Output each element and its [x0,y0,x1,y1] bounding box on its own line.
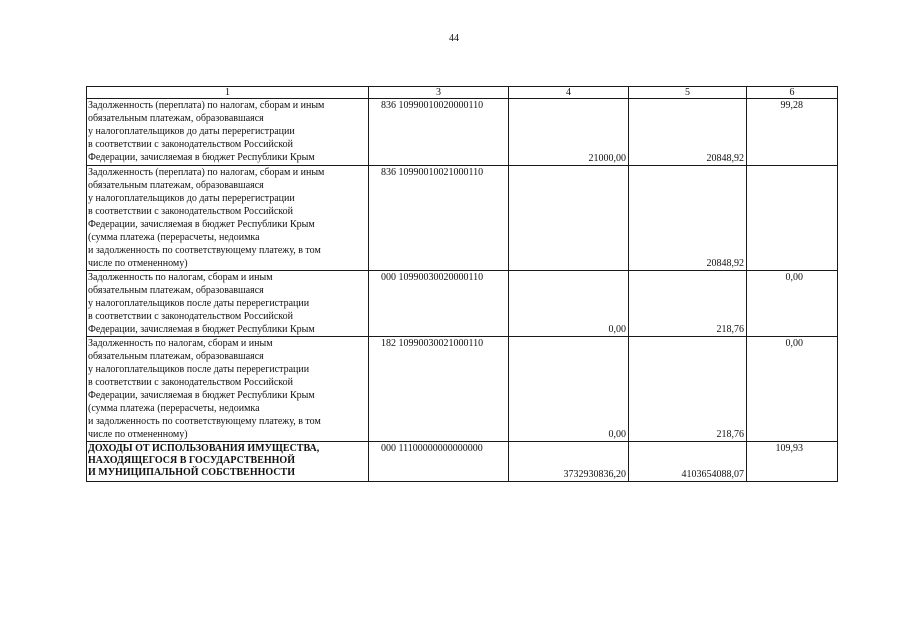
row-value-col5: 20848,92 [629,99,747,166]
row-value-col5: 218,76 [629,337,747,442]
row-name: Задолженность по налогам, сборам и иным обязательным платежам, образовавшаяся у налогоплательщиков после даты перерегистрации в соответствии с законодательством Российской Федерации, зачисляемая в бюджет Республики Крым [87,271,369,337]
table-row [87,166,838,271]
row-code: 000 11100000000000000 [369,442,509,482]
column-header: 4 [509,87,629,99]
column-header: 6 [747,87,838,99]
row-value-col5: 218,76 [629,271,747,337]
table-row [87,271,838,337]
row-value-col4: 3732930836,20 [509,442,629,482]
table-row [87,99,838,166]
row-name: Задолженность (переплата) по налогам, сборам и иным обязательным платежам, образовавшаяся у налогоплательщиков до даты перерегистрации в соответствии с законодательством Российской Федерации, зачисляемая в бюджет Республики Крым (сумма платежа (перерасчеты, недоимка и задолженность по соответствующему платежу, в том числе по отмененному) [87,166,369,271]
row-name: ДОХОДЫ ОТ ИСПОЛЬЗОВАНИЯ ИМУЩЕСТВА, НАХОДЯЩЕГОСЯ В ГОСУДАРСТВЕННОЙ И МУНИЦИПАЛЬНОЙ СОБСТВЕННОСТИ [87,442,369,482]
row-code: 836 10990010020000110 [369,99,509,166]
row-value-col4 [509,166,629,271]
page-number: 44 [449,33,459,44]
row-code: 182 10990030021000110 [369,337,509,442]
row-value-col5: 4103654088,07 [629,442,747,482]
column-header: 3 [369,87,509,99]
row-code: 836 10990010021000110 [369,166,509,271]
column-header: 5 [629,87,747,99]
budget-table [86,86,838,482]
table-row [87,442,838,482]
row-name: Задолженность по налогам, сборам и иным обязательным платежам, образовавшаяся у налогоплательщиков после даты перерегистрации в соответствии с законодательством Российской Федерации, зачисляемая в бюджет Республики Крым (сумма платежа (перерасчеты, недоимка и задолженность по соответствующему платежу, в том числе по отмененному) [87,337,369,442]
row-name: Задолженность (переплата) по налогам, сборам и иным обязательным платежам, образовавшаяся у налогоплательщиков до даты перерегистрации в соответствии с законодательством Российской Федерации, зачисляемая в бюджет Республики Крым [87,99,369,166]
row-value-col4: 21000,00 [509,99,629,166]
row-code: 000 10990030020000110 [369,271,509,337]
column-header: 1 [87,87,369,99]
row-percent: 0,00 [747,271,838,337]
row-value-col4: 0,00 [509,271,629,337]
row-percent: 99,28 [747,99,838,166]
row-value-col4: 0,00 [509,337,629,442]
row-value-col5: 20848,92 [629,166,747,271]
row-percent: 109,93 [747,442,838,482]
table-row [87,337,838,442]
row-percent [747,166,838,271]
row-percent: 0,00 [747,337,838,442]
table-header-row [87,87,838,99]
